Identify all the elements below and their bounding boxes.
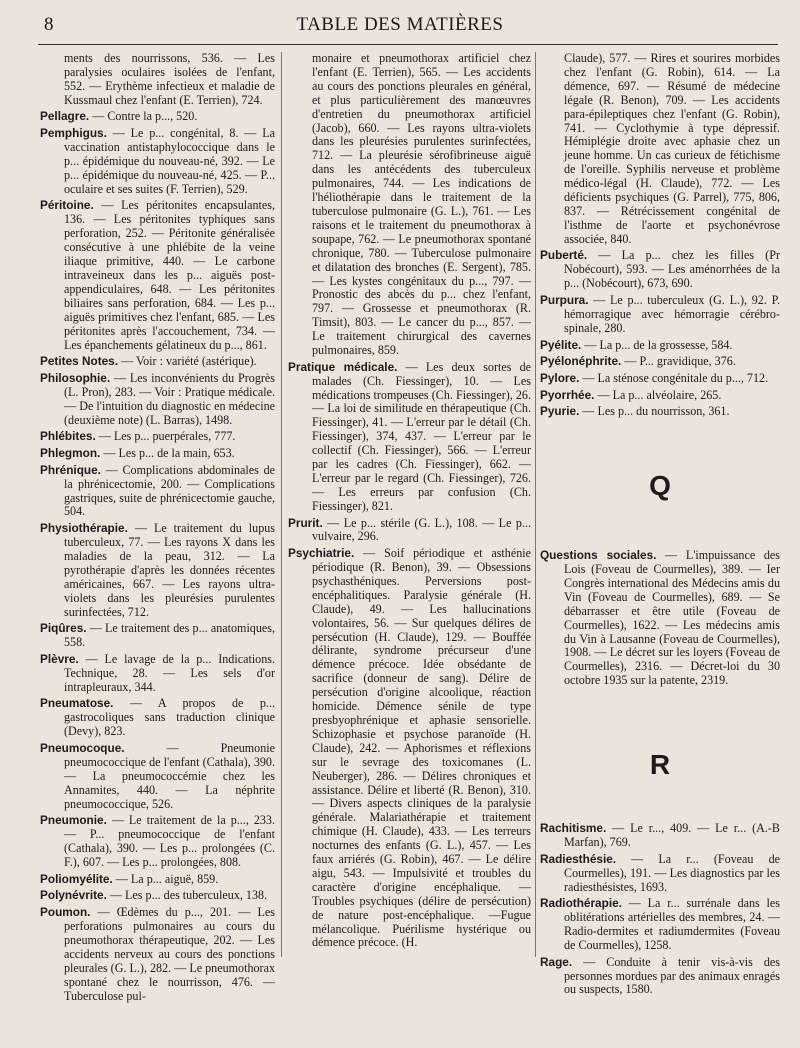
- entry-headword: Rachitisme.: [540, 821, 607, 836]
- index-entry: [540, 249, 780, 291]
- index-entry: [540, 405, 780, 419]
- entry-headword: Psychiatrie.: [288, 546, 355, 561]
- entry-headword: Poumon.: [40, 905, 91, 920]
- entry-text: — Les p... de la main, 653.: [100, 446, 235, 461]
- header-rule: [38, 44, 778, 45]
- index-entry: [40, 372, 275, 428]
- index-entry: [40, 430, 275, 444]
- entry-headword: Pyélite.: [540, 337, 582, 352]
- index-entry: [40, 355, 275, 369]
- entry-headword: Phrénique.: [40, 462, 101, 477]
- entry-text: Claude), 577. — Rires et sourires morbides chez l'enfant (G. Robin), 614. — La démence, 697. — Résumé de médecine légale (R. Benon), 709. — Les accidents para-épileptiques chez l'enfant (G. Robin), 741. — Cyclothymie à type dépressif. Hémiplégie droite avec aphasie chez un jeune homme. Un cas curieux de fétichisme de l'oreille. Syphilis nerveuse et problème médico-légal (H. Claude), 772. — Les déficients psychiques (G. Parrel), 775, 806, 837. — Rétrécissement congénital de l'isthme de l'aorte et psychonévrose associée, 840.: [564, 51, 780, 246]
- entry-headword: Pneumocoque.: [40, 740, 125, 755]
- index-entry: [288, 52, 531, 358]
- index-entry: [40, 742, 275, 812]
- page-number: 8: [44, 14, 54, 35]
- entry-text: — Le traitement des p... anatomiques, 558.: [64, 621, 275, 650]
- entry-text: — Œdèmes du p..., 201. — Les perforations pulmonaires au cours du pneumothorax thérapeutique, 202. — Les accidents nerveux au cours des ponctions pleurales (G. L.), 282. — Le pneumothorax spontané chez le nourrisson, 476. — Tuberculose pul-: [64, 905, 275, 1003]
- index-entry: [40, 814, 275, 870]
- entry-headword: Pneumonie.: [40, 813, 107, 828]
- index-entry: [540, 372, 780, 386]
- index-entry: [288, 547, 531, 950]
- entry-text: — La sténose congénitale du p..., 712.: [579, 370, 769, 385]
- entry-text: — Les deux sortes de malades (Ch. Fiessinger), 10. — Les médications trompeuses (Ch. Fiessinger), 26. — La loi de similitude en thérapeutique (Ch. Fiessinger), 41. — L'erreur par le détail (Ch. Fiessinger), 374, 437. — L'erreur par le collectif (Ch. Fiessinger), 566. — L'erreur par les cadres (Ch. Fiessinger), 662. — L'erreur par le regard (Ch. Fiessinger), 726. — Les erreurs par confusion (Ch. Fiessinger), 821.: [312, 359, 531, 513]
- index-entry: [40, 199, 275, 352]
- entry-headword: Pellagre.: [40, 109, 90, 124]
- running-head: TABLE DES MATIÈRES: [296, 14, 504, 35]
- entry-text: — Le lavage de la p... Indications. Technique, 28. — Les sels d'or intrapleuraux, 344.: [64, 651, 275, 694]
- entry-text: — Complications abdominales de la phrénicectomie, 200. — Complications gastriques, suite de phrénicectomie gauche, 504.: [64, 462, 275, 519]
- entry-text: — La r... surrénale dans les oblitérations artérielles des membres, 24. — Radio-dermites et radiumdermites (Foveau de Courmelles), 1258.: [564, 896, 780, 952]
- entry-text: monaire et pneumothorax artificiel chez l'enfant (E. Terrien), 565. — Les accidents au cours des ponctions pleurales en général, et plus particulièrement des manœuvres d'entretien du pneumothorax artificiel (Jacob), 660. — Les rayons ultra-violets dans les pleurésies purulentes surinfectées, 712. — La pleurésie sérofibrineuse aiguë dans les antécédents des tuberculeux pulmonaires, 744. — Les indications de l'héliothérapie dans le traitement de la tuberculose pulmonaire (G. L.), 761. — Les raisons et le traitement du pneumothorax à soupape, 762. — Le pneumothorax spontané chronique, 780. — Tuberculose pulmonaire et dilatation des bronches (E. Sergent), 785. — Les kystes congénitaux du p..., 797. — Pronostic des abcès du p... chez l'enfant, 797. — Grossesse et pneumothorax (R. Timsit), 803. — Le cancer du p..., 857. — Le traitement chirurgical des cavernes pulmonaires, 859.: [312, 51, 531, 358]
- index-entry: [40, 110, 275, 124]
- section-letter: R: [649, 749, 671, 781]
- entry-headword: Radiothérapie.: [540, 896, 622, 911]
- entry-text: — Pneumonie pneumococcique de l'enfant (Cathala), 390. — La pneumococcémie chez les Annamites, 440. — La néphrite pneumococcique, 526.: [64, 740, 275, 811]
- entry-headword: Petites Notes.: [40, 354, 119, 369]
- entry-headword: Pemphigus.: [40, 126, 107, 141]
- entry-text: — La r... (Foveau de Courmelles), 191. — Les diagnostics par les radiesthésistes, 1693.: [564, 851, 780, 894]
- entry-headword: Pyorrhée.: [540, 387, 595, 402]
- index-entry: [540, 339, 780, 353]
- index-entry: [40, 127, 275, 197]
- column-separator: [281, 52, 282, 957]
- index-entry: [288, 361, 531, 514]
- entry-text: — Voir : variété (astérique).: [118, 354, 257, 369]
- index-entry: [40, 697, 275, 739]
- index-entry: [40, 522, 275, 619]
- section-letter: Q: [649, 470, 671, 502]
- entry-headword: Plèvre.: [40, 651, 79, 666]
- index-entry: [540, 822, 780, 850]
- entry-headword: Radiesthésie.: [540, 851, 617, 866]
- entry-text: — Le p... congénital, 8. — La vaccination antistaphylococcique dans le p... épidémique du nouveau-né, 392. — Le p... épidémique du nouveau-né, 425. — P... oculaire et ses suites (F. Terrien), 529.: [64, 126, 275, 196]
- entry-headword: Pratique médicale.: [288, 359, 398, 374]
- entry-headword: Pyurie.: [540, 404, 580, 419]
- index-entry: [40, 889, 275, 903]
- entry-headword: Polynévrite.: [40, 888, 107, 903]
- entry-text: — Soif périodique et asthénie périodique (R. Benon), 39. — Obsessions psychasthéniques. Perversions post-encéphalitiques. Paralysie générale (H. Claude), 49. — Les hallucinations volontaires, 56. — Sur quelques délires de persécution (H. Claude), 129. — Bouffée délirante, syndrome précurseur d'une démence précoce. Idée obsédante de sacrifice (donneur de sang). Délire de persécution d'origine alcoolique, réaction homicide. Démence sénile de type presbyophrénique et aphasie sensorielle. Schizophasie et psychose paranoïde (H. Claude), 242. — Aphorismes et réflexions sur le sevrage des toxicomanes (L. Neuberger), 286. — Délires chroniques et assistance. Délire et liberté (R. Benon), 310. — Divers aspects cliniques de la paralysie générale. Malariathérapie et traitement chimique (H. Claude), 433. — Les terreurs nocturnes des enfants (G. L.), 457. — Les faux arriérés (G. Robin), 467. — Le délire aigu, 543. — Impulsivité et troubles du caractère d'origine encéphalique. — Troubles psychiques (délire de persécution) de nature post-encéphalique. —Fugue mélancolique. Puérilisme hystérique ou démence précoce. (H.: [312, 546, 531, 950]
- entry-text: — P... gravidique, 376.: [621, 354, 736, 369]
- index-entry: [540, 389, 780, 403]
- entry-text: — Le p... tuberculeux (G. L.), 92. P. hémorragique avec hémorragie cérébro-spinale, 280.: [564, 293, 780, 335]
- index-entry: [40, 464, 275, 520]
- entry-text: — La p... aiguë, 859.: [112, 871, 219, 886]
- index-entry: [540, 355, 780, 369]
- entry-text: — Les inconvénients du Progrès (L. Pron), 283. — Voir : Pratique médicale. — De l'intuition du diagnostic en médecine (deuxième note) (L. Barras), 1498.: [64, 370, 275, 427]
- index-entry: [540, 294, 780, 336]
- index-column-2: [288, 52, 531, 953]
- entry-headword: Pylore.: [540, 370, 580, 385]
- entry-headword: Purpura.: [540, 293, 589, 307]
- index-entry: [40, 906, 275, 1003]
- entry-text: — Conduite à tenir vis-à-vis des personnes mordues par des animaux enragés ou suspects, 1580.: [564, 954, 780, 997]
- entry-text: — Contre la p..., 520.: [89, 109, 198, 124]
- entry-headword: Phlegmon.: [40, 446, 101, 461]
- index-entry: [540, 853, 780, 895]
- index-entry: [288, 517, 531, 545]
- entry-text: — Les p... des tuberculeux, 138.: [106, 888, 268, 903]
- entry-headword: Physiothérapie.: [40, 521, 128, 536]
- entry-text: — Les p... puerpérales, 777.: [95, 429, 236, 444]
- entry-headword: Pneumatose.: [40, 696, 114, 711]
- entry-text: — La p... chez les filles (Pr Nobécourt), 593. — Les aménorrhées de la p... (Nobécourt), 673, 690.: [564, 248, 780, 291]
- index-entry: [540, 52, 780, 247]
- entry-headword: Philosophie.: [40, 370, 111, 385]
- entry-headword: Questions sociales.: [540, 548, 657, 563]
- index-column-3: [540, 52, 780, 1000]
- entry-text: — Le r..., 409. — Le r... (A.-B Marfan), 769.: [564, 821, 780, 850]
- entry-text: ments des nourrissons, 536. — Les paralysies oculaires isolées de l'enfant, 552. — Erythème infectieux et maladie de Kussmaul chez l'enfant (E. Terrien), 724.: [64, 51, 275, 107]
- entry-headword: Rage.: [540, 954, 573, 969]
- entry-headword: Prurit.: [288, 515, 323, 530]
- entry-text: — Le traitement de la p..., 233. — P... pneumococcique de l'enfant (Cathala), 390. — Les p... prolongées (C. F.), 607. — Les p... prolongées, 808.: [64, 813, 275, 869]
- entry-text: — Les p... du nourrisson, 361.: [579, 404, 730, 419]
- entry-headword: Péritoine.: [40, 198, 94, 213]
- index-entry: [40, 52, 275, 108]
- index-entry: [40, 447, 275, 461]
- entry-text: — Le traitement du lupus tuberculeux, 77. — Les rayons X dans les maladies de la peau, 312. — La pyrothérapie d'après les données récentes américaines, 667. — Les rayons ultra-violets dans les pleurésies purulentes surinfectées, 712.: [64, 521, 275, 619]
- index-column-1: [40, 52, 275, 1006]
- index-entry: [40, 622, 275, 650]
- entry-text: — Le p... stérile (G. L.), 108. — Le p... vulvaire, 296.: [312, 515, 531, 544]
- entry-text: — La p... alvéolaire, 265.: [594, 387, 722, 402]
- entry-headword: Piqûres.: [40, 621, 87, 636]
- entry-headword: Pyélonéphrite.: [540, 354, 622, 369]
- index-entry: [40, 653, 275, 695]
- entry-headword: Phlébites.: [40, 429, 96, 444]
- entry-text: — Les péritonites encapsulantes, 136. — Les péritonites typhiques sans perforation, 252. — Péritonite généralisée consécutive à une phlébite de la veine iliaque primitive, 440. — Le carbone intraveineux dans les p... aiguës post-appendiculaires, 648. — Les péritonites biliaires sans perforation, 684. — Les p... aiguës primitives chez l'enfant, 685. — Les péritonites après l'accouchement, 734. — Les épanchements gélatineux du p..., 861.: [64, 198, 275, 352]
- column-separator: [535, 52, 536, 957]
- entry-text: — La p... de la grossesse, 584.: [581, 337, 733, 352]
- index-entry: [40, 873, 275, 887]
- entry-text: — A propos de p... gastrocoliques sans traduction clinique (Devy), 823.: [64, 696, 275, 739]
- index-entry: [540, 549, 780, 688]
- index-entry: [540, 897, 780, 953]
- entry-headword: Poliomyélite.: [40, 871, 113, 886]
- index-entry: [540, 956, 780, 998]
- entry-text: — L'impuissance des Lois (Foveau de Courmelles), 389. — Ier Congrès international des Médecins amis du Vin (Foveau de Courmelles), 689. — Se débarrasser et être utile (Foveau de Courmelles), 1622. — Les médecins amis du Vin à Lausanne (Foveau de Courmelles), 1908. — Le décret sur les loyers (Foveau de Courmelles), 2316. — Décret-loi du 30 octobre 1935 sur la patente, 2319.: [564, 548, 780, 688]
- entry-headword: Puberté.: [540, 248, 588, 263]
